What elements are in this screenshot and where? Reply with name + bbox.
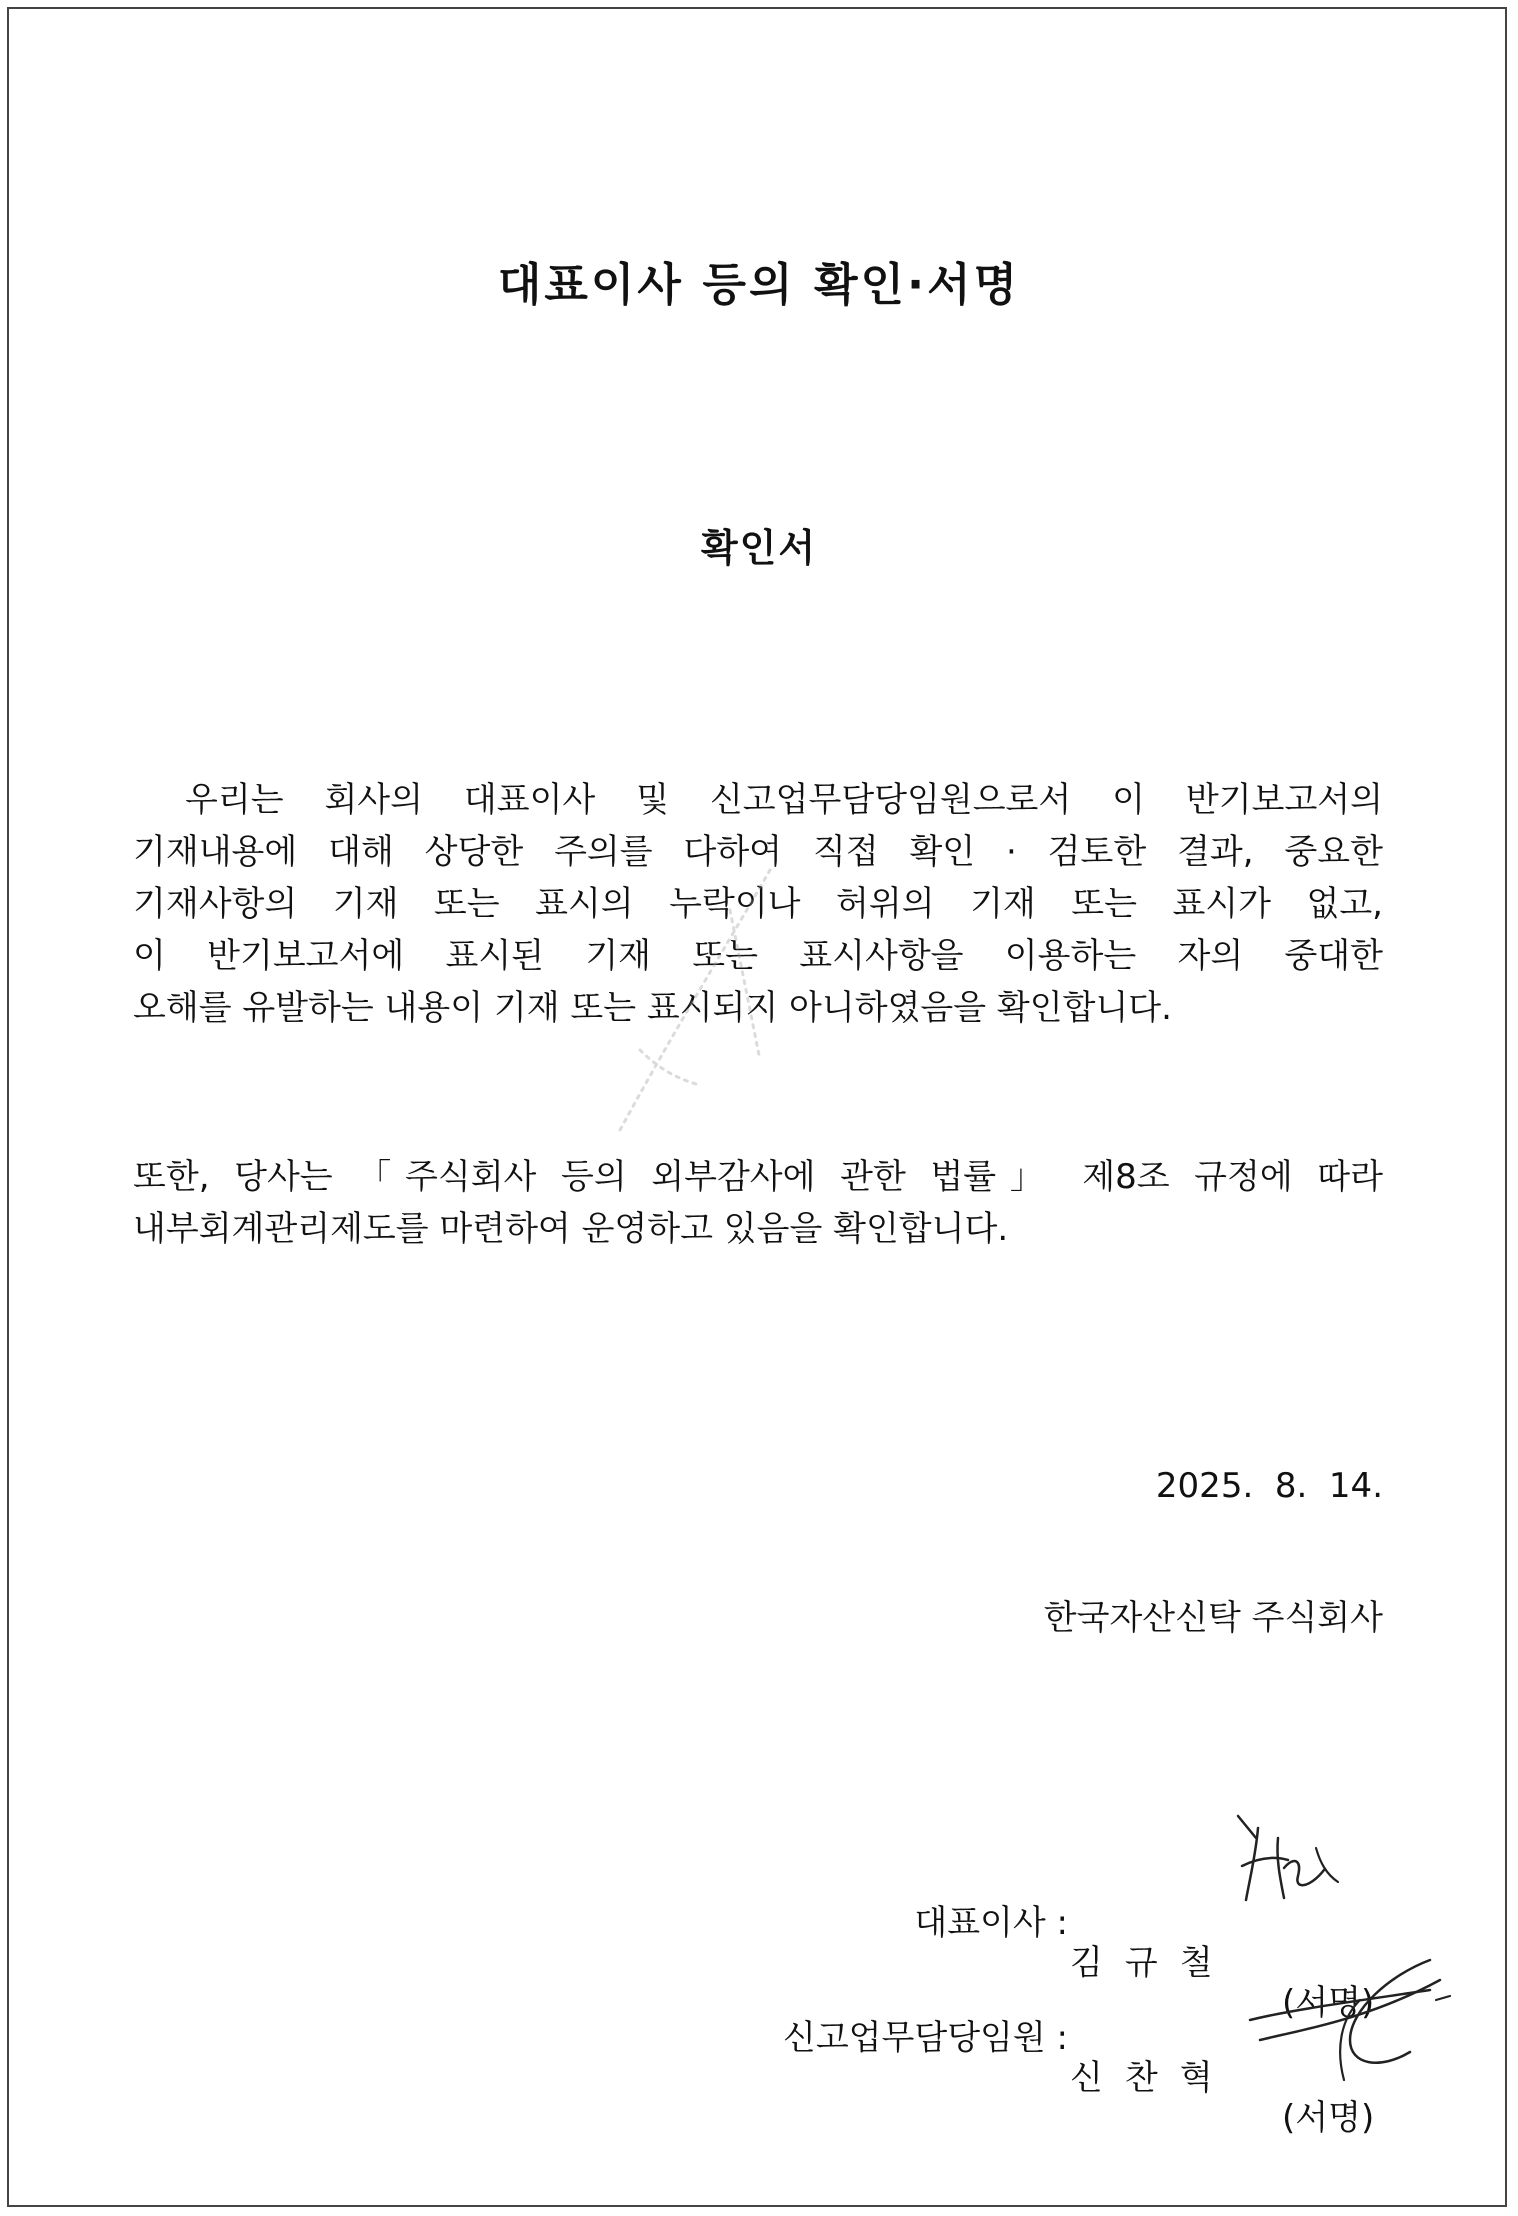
signatory-officer: [0, 1970, 1375, 2138]
signature-mark-label: (서명): [1282, 1983, 1375, 2023]
ceo-handwritten-signature: [1228, 1808, 1368, 1918]
signatory-name: 김규철: [1070, 1943, 1235, 1983]
paragraph-line: 오해를 유발하는 내용이 기재 또는 표시되지 아니하였음을 확인합니다.: [133, 988, 1172, 1028]
paragraph-line: 내부회계관리제도를 마련하여 운영하고 있음을 확인합니다.: [133, 1209, 1009, 1249]
signature-mark-label: (서명): [1282, 2098, 1375, 2138]
document-title: 대표이사 등의 확인·서명: [497, 258, 1021, 311]
officer-handwritten-signature: [1240, 1940, 1460, 2090]
signatory-name: 신찬혁: [1070, 2058, 1235, 2098]
signatory-role: 대표이사 :: [914, 1903, 1068, 1943]
faint-stamp-watermark: [560, 850, 820, 1170]
document-date: 2025. 8. 14.: [1155, 1466, 1383, 1506]
paragraph-line: 이 반기보고서에 표시된 기재 또는 표시사항을 이용하는 자의 중대한: [133, 936, 1383, 976]
company-name: 한국자산신탁 주식회사: [1043, 1598, 1383, 1638]
paragraph-line: 기재사항의 기재 또는 표시의 누락이나 허위의 기재 또는 표시가 없고,: [133, 884, 1383, 924]
paragraph-line: 기재내용에 대해 상당한 주의를 다하여 직접 확인 · 검토한 결과, 중요한: [133, 832, 1383, 872]
signatory-role: 신고업무담당임원 :: [782, 2018, 1068, 2058]
paragraph-line: 또한, 당사는 「주식회사 등의 외부감사에 관한 법률」 제8조 규정에 따라: [133, 1157, 1383, 1197]
paragraph-line: 우리는 회사의 대표이사 및 신고업무담당임원으로서 이 반기보고서의: [185, 780, 1383, 820]
document-subtitle: 확인서: [700, 526, 818, 570]
